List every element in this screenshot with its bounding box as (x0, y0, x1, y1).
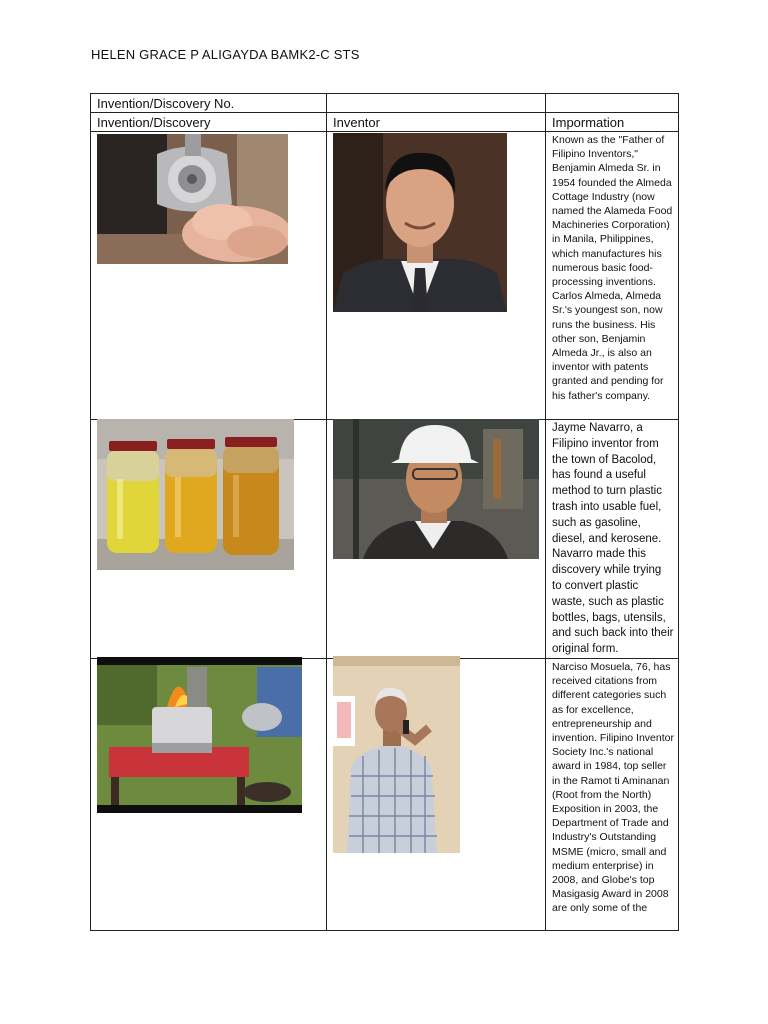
column-header-inventor: Inventor (327, 113, 546, 132)
column-header-invention: Invention/Discovery (91, 113, 327, 132)
table-row-number (91, 94, 679, 113)
column-header-information: Impormation (546, 113, 679, 132)
document-header: HELEN GRACE P ALIGAYDA BAMK2-C STS (91, 47, 360, 62)
narciso-mosuela-portrait (333, 656, 460, 853)
meat-grinder-photo (97, 134, 288, 264)
table-header-row (91, 113, 679, 132)
rice-husk-stove-photo (97, 657, 302, 813)
information-cell: Known as the "Father of Filipino Inventors," Benjamin Almeda Sr. in 1954 founded the Almeda Cottage Industry (now named the Alameda Food Machineries Corporation) in Manila, Philippines, which manufactures his numerous basic food-processing inventions. Carlos Almeda, Almeda Sr.'s youngest son, now runs the business. His other son, Benjamin Almeda Jr., is also an inventor with patents granted and pending for his father's company. (546, 132, 679, 420)
benjamin-almeda-portrait (333, 133, 507, 312)
invention-number-value (327, 94, 546, 113)
invention-number-label: Invention/Discovery No. (91, 94, 327, 113)
jayme-navarro-portrait (333, 419, 539, 559)
invention-number-extra (546, 94, 679, 113)
fuel-jars-photo (97, 419, 294, 570)
information-cell: Jayme Navarro, a Filipino inventor from the town of Bacolod, has found a useful method to turn plastic trash into usable fuel, such as gasoline, diesel, and kerosene. Navarro made this discovery while trying to convert plastic waste, such as plastic bottles, bags, utensils, and such back into their original form. (546, 420, 679, 659)
information-cell: Narciso Mosuela, 76, has received citations from different categories such as for excellence, entrepreneurship and invention. Filipino Inventor Society Inc.'s national award in 1984, top seller in the Ramot ti Aminanan (Root from the North) Exposition in 2003, the Department of Trade and Industry's Outstanding MSME (micro, small and medium enterprise) in 2008, and Globe's top Masigasig Award in 2008 are only some of the (546, 659, 679, 931)
